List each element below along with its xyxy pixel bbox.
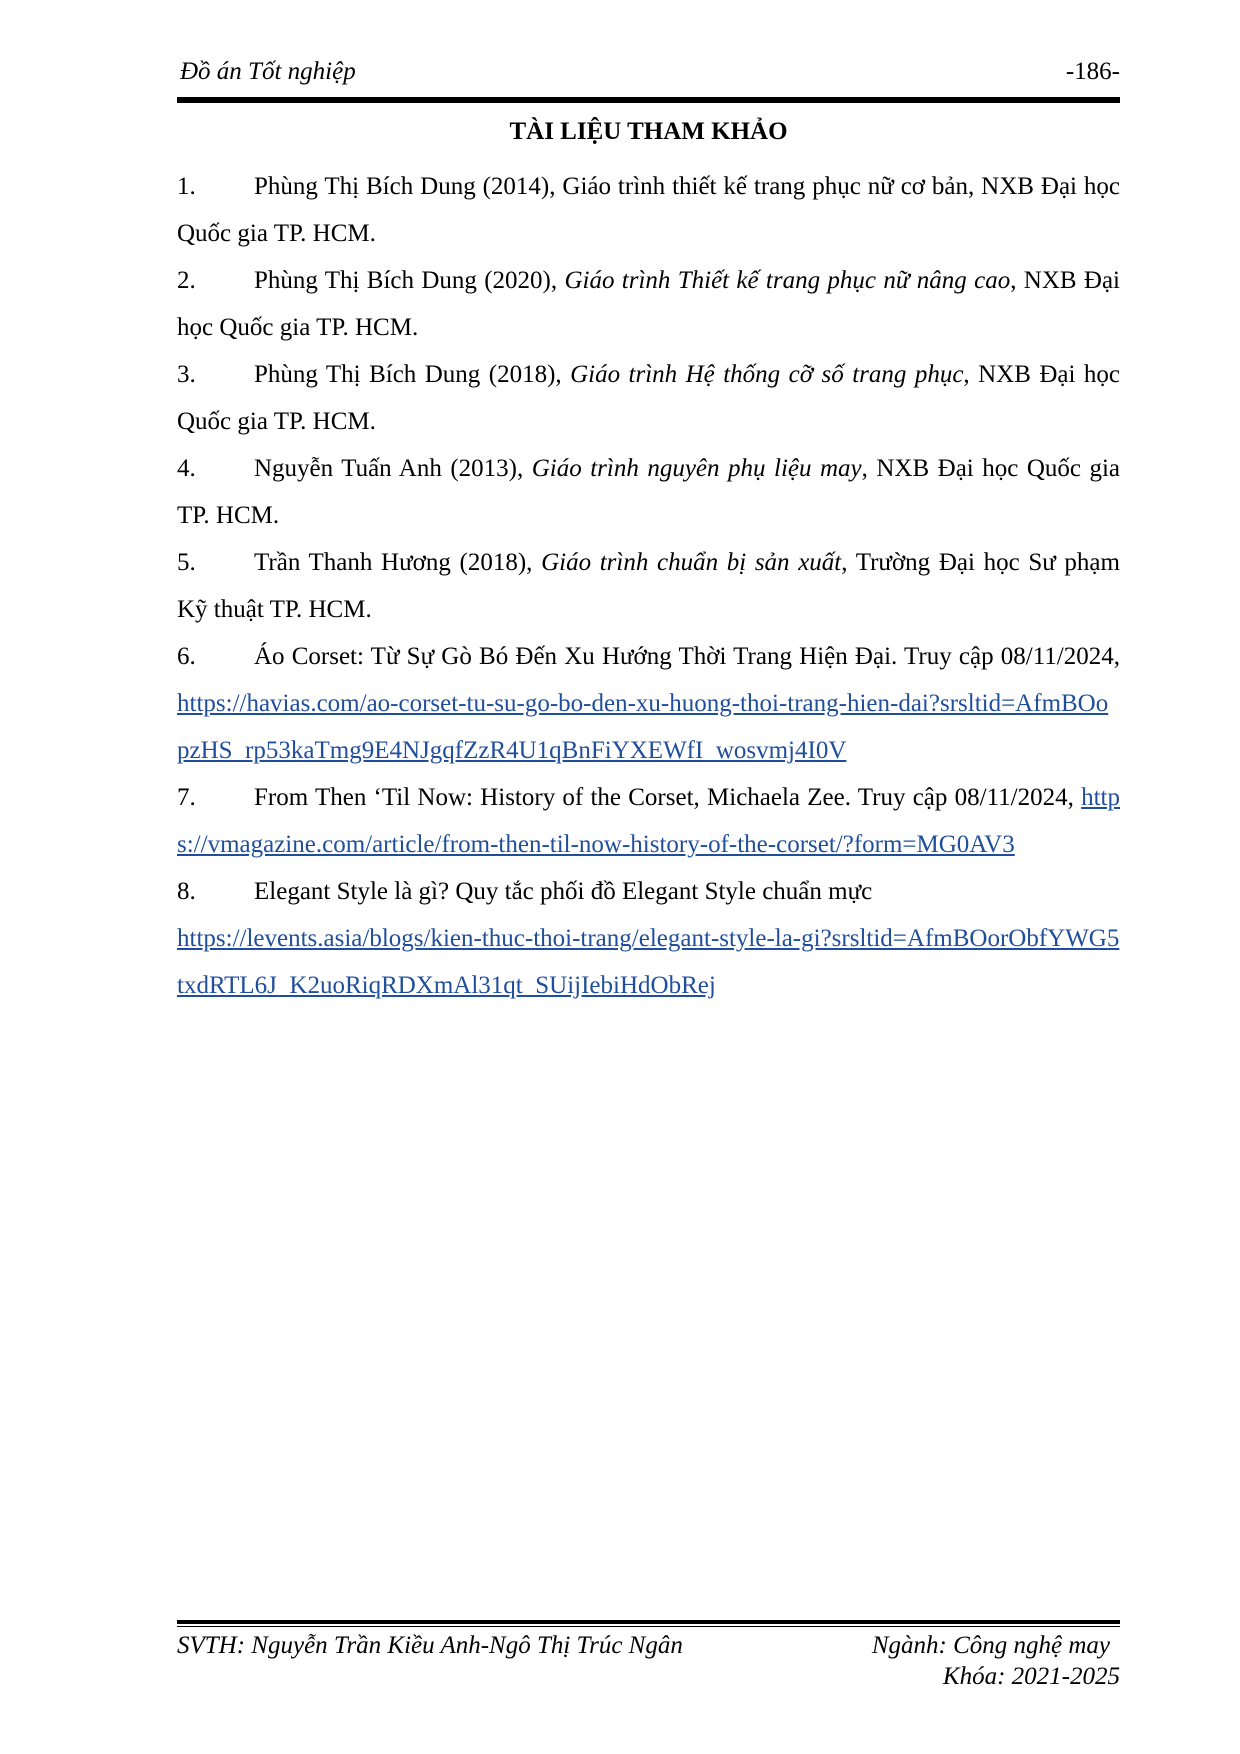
reference-item-3 xyxy=(177,351,1120,445)
reference-book-title: Giáo trình chuẩn bị sản xuất xyxy=(541,549,842,576)
reference-title: Áo Corset: Từ Sự Gò Bó Đến Xu Hướng Thời Trang Hiện Đại. Truy cập 08/11/2024, xyxy=(254,643,1120,670)
reference-publisher: , NXB Đại học Quốc gia TP. HCM. xyxy=(177,267,1120,341)
reference-link[interactable]: https://havias.com/ao-corset-tu-su-go-bo-den-xu-huong-thoi-trang-hien-dai?srsltid=AfmBOopzHS_rp53kaTmg9E4NJgqfZzR4U1qBnFiYXEWfI_wosvmj4I0V xyxy=(177,690,1109,764)
reference-author: Nguyễn Tuấn Anh (2013), xyxy=(254,455,532,482)
reference-author: Phùng Thị Bích Dung (2018), xyxy=(254,361,571,388)
footer-authors: SVTH: Nguyễn Trần Kiều Anh-Ngô Thị Trúc Ngân xyxy=(177,1632,683,1659)
reference-item-2 xyxy=(177,257,1120,351)
reference-number: 3. xyxy=(177,361,196,388)
reference-author: Phùng Thị Bích Dung (2020), xyxy=(254,267,565,294)
reference-book-title: Giáo trình nguyên phụ liệu may xyxy=(531,455,862,482)
reference-number: 2. xyxy=(177,267,196,294)
section-title: TÀI LIỆU THAM KHẢO xyxy=(509,118,788,145)
reference-author: Phùng Thị Bích Dung (2014), xyxy=(254,173,563,200)
reference-number: 4. xyxy=(177,455,196,482)
page-footer xyxy=(177,1620,1120,1690)
reference-number: 7. xyxy=(177,784,196,811)
reference-number: 6. xyxy=(177,643,196,670)
reference-link[interactable]: https://vmagazine.com/article/from-then-til-now-history-of-the-corset/?form=MG0AV3 xyxy=(177,784,1120,858)
page-header xyxy=(177,58,1120,98)
reference-publisher: , NXB Đại học Quốc gia TP. HCM. xyxy=(177,361,1121,435)
reference-list xyxy=(177,163,1120,1009)
reference-book-title: Giáo trình Hệ thống cỡ số trang phục xyxy=(570,361,964,388)
header-title: Đồ án Tốt nghiệp xyxy=(180,58,356,85)
reference-title: From Then ‘Til Now: History of the Corset, Michaela Zee. Truy cập 08/11/2024, xyxy=(254,784,1074,811)
reference-book-title: Giáo trình Thiết kế trang phục nữ nâng cao xyxy=(564,267,1011,294)
reference-number: 8. xyxy=(177,878,196,905)
page-number: -186- xyxy=(1065,58,1120,85)
header-rule xyxy=(177,97,1120,103)
reference-item-7 xyxy=(177,774,1120,868)
footer-rule xyxy=(177,1620,1120,1624)
reference-title: Elegant Style là gì? Quy tắc phối đồ Elegant Style chuẩn mực xyxy=(254,878,873,905)
reference-item-1 xyxy=(177,163,1120,257)
reference-publisher: , NXB Đại học Quốc gia TP. HCM. xyxy=(177,455,1121,529)
reference-item-5 xyxy=(177,539,1120,633)
reference-item-6 xyxy=(177,633,1120,774)
reference-item-4 xyxy=(177,445,1120,539)
reference-publisher: , Trường Đại học Sư phạm Kỹ thuật TP. HCM. xyxy=(177,549,1120,623)
reference-number: 1. xyxy=(177,173,196,200)
footer-major: Ngành: Công nghệ may xyxy=(871,1632,1110,1659)
reference-link[interactable]: https://levents.asia/blogs/kien-thuc-thoi-trang/elegant-style-la-gi?srsltid=AfmBOorObfYWG5txdRTL6J_K2uoRiqRDXmAl31qt_SUijIebiHdObRej xyxy=(177,925,1120,999)
reference-item-8 xyxy=(177,868,1120,1009)
reference-text: Giáo trình thiết kế trang phục nữ cơ bản, NXB Đại học Quốc gia TP. HCM. xyxy=(177,173,1120,247)
footer-course: Khóa: 2021-2025 xyxy=(942,1663,1120,1690)
reference-author: Trần Thanh Hương (2018), xyxy=(254,549,542,576)
reference-number: 5. xyxy=(177,549,196,576)
footer-rule-thin xyxy=(177,1626,1120,1627)
